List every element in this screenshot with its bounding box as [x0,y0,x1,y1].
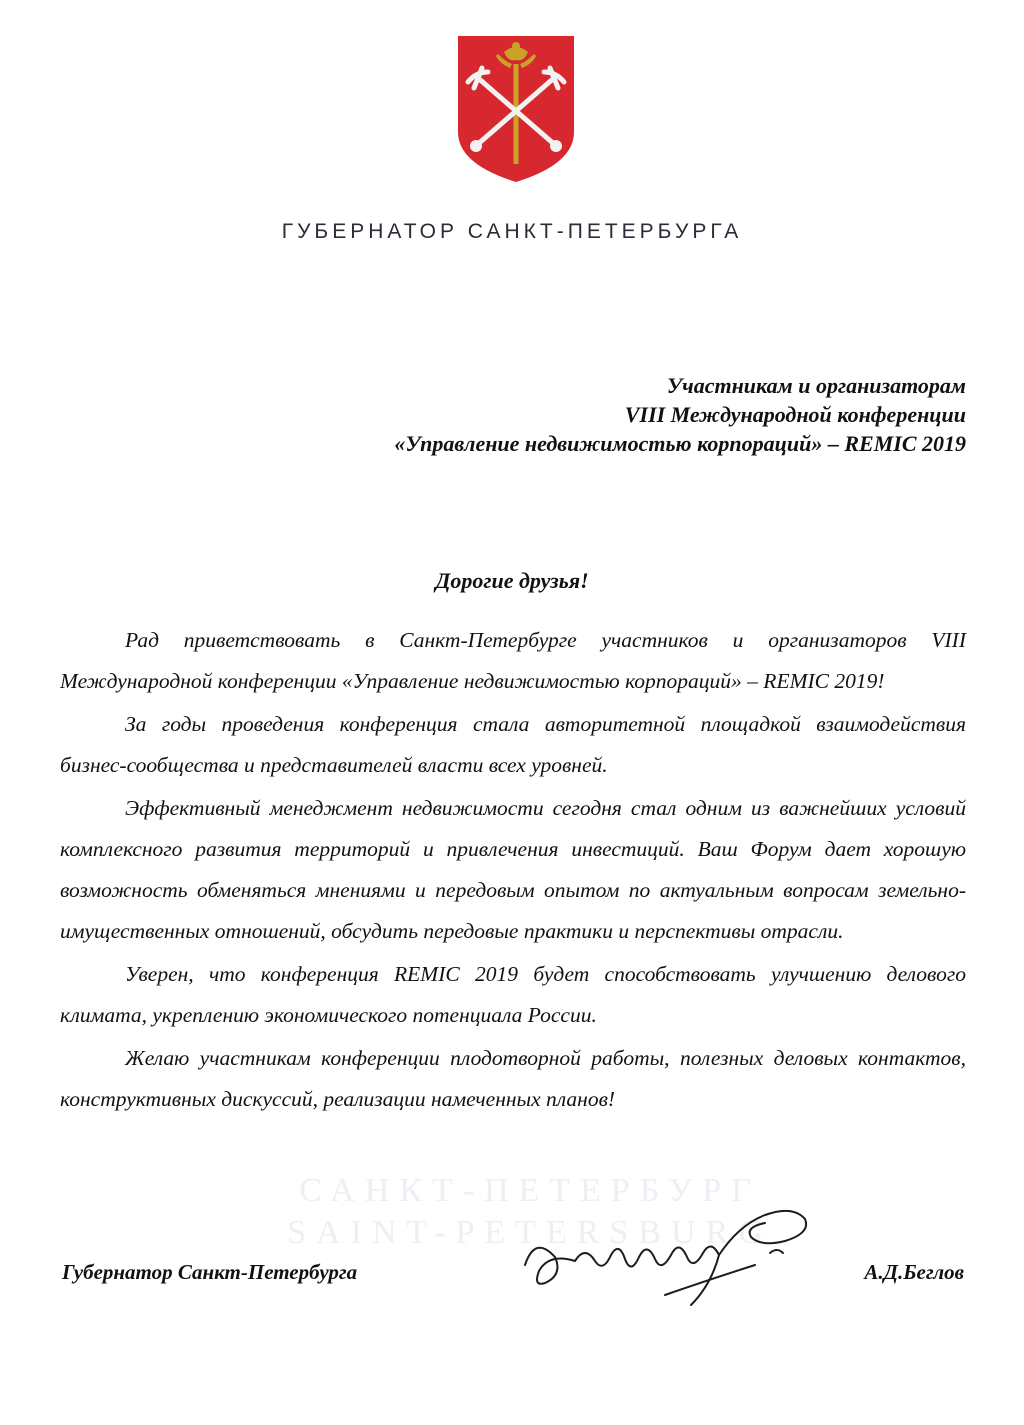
signatory-title: Губернатор Санкт-Петербурга [62,1260,358,1284]
letter-body [60,620,966,1122]
watermark-line-1: САНКТ-ПЕТЕРБУРГ [299,1172,761,1209]
governor-header: ГУБЕРНАТОР САНКТ-ПЕТЕРБУРГА [281,220,743,243]
addressee-line-3: «Управление недвижимостью корпораций» – REMIC 2019 [394,431,966,456]
watermark-line-2: SAINT-PETERSBURG [287,1214,773,1251]
signatory-name: А.Д.Беглов [864,1260,964,1284]
body-paragraph-5: Желаю участникам конференции плодотворной работы, полезных деловых контактов, конструктивных дискуссий, реализации намеченных планов! [60,1046,966,1111]
addressee-line-2: VIII Международной конференции [624,402,966,427]
addressee-line-1: Участникам и организаторам [666,373,966,398]
body-paragraph-4: Уверен, что конференция REMIC 2019 будет способствовать улучшению делового климата, укреплению экономического потенциала России. [60,962,966,1027]
coat-of-arms-icon [454,32,578,184]
greeting: Дорогие друзья! [435,568,589,593]
body-paragraph-3: Эффективный менеджмент недвижимости сегодня стал одним из важнейших условий комплексного развития территорий и привлечения инвестиций. Ваш Форум дает хорошую возможность обменяться мнениями и передовым опытом по актуальным вопросам земельно-имущественных отношений, обсудить передовые практики и перспективы отрасли. [60,796,966,943]
handwritten-signature-icon [515,1195,825,1315]
body-paragraph-2: За годы проведения конференция стала авторитетной площадкой взаимодействия бизнес-сообщества и представителей власти всех уровней. [60,712,966,777]
body-paragraph-1: Рад приветствовать в Санкт-Петербурге участников и организаторов VIII Международной конференции «Управление недвижимостью корпораций» – REMIC 2019! [60,628,966,693]
addressee-block [394,371,966,458]
